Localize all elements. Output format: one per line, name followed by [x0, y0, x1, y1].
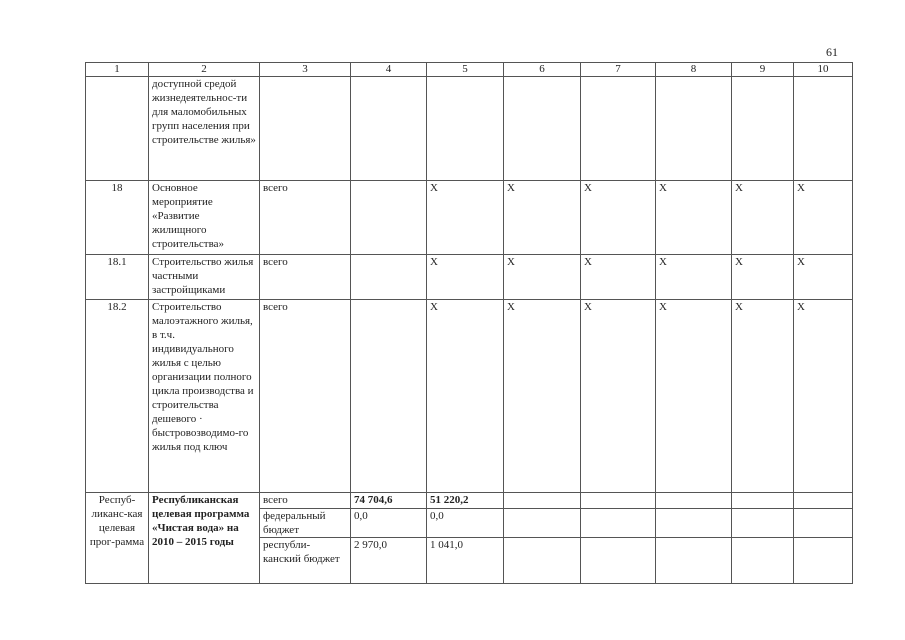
x-mark: X	[656, 255, 732, 300]
header-cell: 8	[656, 63, 732, 77]
x-mark: X	[732, 255, 794, 300]
funding-source: всего	[260, 300, 351, 493]
row-number: 18.1	[86, 255, 149, 300]
row-number: 18.2	[86, 300, 149, 493]
funding-source: всего	[260, 181, 351, 255]
header-cell: 1	[86, 63, 149, 77]
amount-cell: 0,0	[427, 509, 504, 538]
program-label: Респуб-ликанс-кая целевая прог-рамма	[86, 493, 149, 584]
amount-cell: 1 041,0	[427, 538, 504, 584]
x-mark: X	[427, 300, 504, 493]
funding-source: республи-канский бюджет	[260, 538, 351, 584]
amount-cell: 0,0	[351, 509, 427, 538]
x-mark: X	[656, 181, 732, 255]
row-description: Строительство жилья частными застройщиками	[149, 255, 260, 300]
x-mark: X	[656, 300, 732, 493]
header-cell: 5	[427, 63, 504, 77]
row-description: Строительство малоэтажного жилья, в т.ч. индивидуального жилья с целью организации полного цикла производства и строительства дешевого · быстровозводимо-го жилья под ключ	[149, 300, 260, 493]
x-mark: X	[427, 255, 504, 300]
x-mark: X	[732, 181, 794, 255]
row-number: 18	[86, 181, 149, 255]
funding-source: всего	[260, 493, 351, 509]
header-cell: 4	[351, 63, 427, 77]
program-title: Республиканская целевая программа «Чистая вода» на 2010 – 2015 годы	[149, 493, 260, 584]
page-number: 61	[826, 45, 838, 59]
header-cell: 3	[260, 63, 351, 77]
header-cell: 7	[581, 63, 656, 77]
x-mark: X	[794, 300, 853, 493]
table-row	[86, 493, 853, 509]
table-row	[86, 255, 853, 300]
x-mark: X	[581, 255, 656, 300]
amount-cell: 2 970,0	[351, 538, 427, 584]
row-description: Основное мероприятие «Развитие жилищного строительства»	[149, 181, 260, 255]
header-cell: 10	[794, 63, 853, 77]
table-row	[86, 77, 853, 181]
funding-source: всего	[260, 255, 351, 300]
amount-cell: 51 220,2	[427, 493, 504, 509]
header-cell: 9	[732, 63, 794, 77]
table-row	[86, 181, 853, 255]
header-cell: 6	[504, 63, 581, 77]
x-mark: X	[581, 181, 656, 255]
amount-cell: 74 704,6	[351, 493, 427, 509]
row-description: доступной средой жизнедеятельнос-ти для маломобильных групп населения при строительстве жилья»	[149, 77, 260, 181]
header-row	[86, 63, 853, 77]
x-mark: X	[581, 300, 656, 493]
table-row	[86, 300, 853, 493]
budget-table	[85, 62, 853, 584]
x-mark: X	[794, 255, 853, 300]
x-mark: X	[504, 255, 581, 300]
funding-source: федеральный бюджет	[260, 509, 351, 538]
x-mark: X	[732, 300, 794, 493]
x-mark: X	[504, 181, 581, 255]
x-mark: X	[794, 181, 853, 255]
header-cell: 2	[149, 63, 260, 77]
x-mark: X	[427, 181, 504, 255]
x-mark: X	[504, 300, 581, 493]
